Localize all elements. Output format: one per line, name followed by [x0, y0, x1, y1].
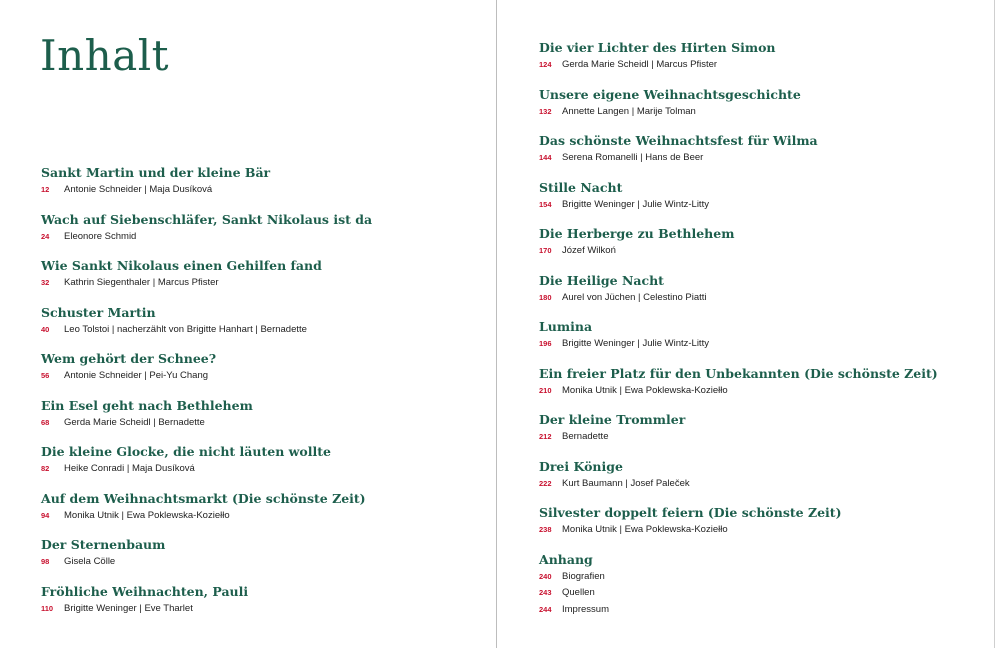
page-number: 132 — [539, 106, 552, 116]
entry-authors: Brigitte Weninger | Julie Wintz-Litty — [562, 198, 709, 210]
entry-meta — [41, 554, 372, 570]
appendix-item — [539, 602, 938, 619]
page-number: 243 — [539, 588, 552, 597]
entry-authors: Gerda Marie Scheidl | Bernadette — [64, 416, 205, 428]
entry-authors: Annette Langen | Marije Tolman — [562, 105, 696, 117]
toc-entry — [539, 179, 938, 226]
page-title: Inhalt — [40, 31, 170, 80]
appendix-item-label: Biografien — [562, 570, 605, 582]
entry-meta — [539, 197, 938, 213]
toc-entry — [539, 318, 938, 365]
entry-authors: Serena Romanelli | Hans de Beer — [562, 152, 704, 163]
page-number: 24 — [41, 231, 50, 241]
entry-meta — [539, 243, 938, 259]
page-number: 94 — [41, 510, 50, 520]
entry-authors: Eleonore Schmid — [64, 230, 137, 242]
entry-meta — [539, 476, 938, 492]
entry-title: Wem gehört der Schnee? — [41, 351, 217, 366]
page-number: 82 — [41, 464, 50, 473]
entry-title: Wach auf Siebenschläfer, Sankt Nikolaus ist da — [41, 211, 373, 227]
page-number: 210 — [539, 385, 552, 395]
toc-entry — [539, 86, 938, 133]
entry-title: Drei Könige — [539, 458, 623, 474]
entry-title: Auf dem Weihnachtsmarkt (Die schönste Zeit) — [41, 490, 366, 506]
page-number: 124 — [539, 60, 552, 69]
entry-title: Fröhliche Weihnachten, Pauli — [41, 583, 249, 599]
entry-title: Die kleine Glocke, die nicht läuten wollte — [41, 444, 331, 459]
page-number: 196 — [539, 339, 552, 348]
page-number: 144 — [539, 153, 552, 162]
entry-meta — [41, 601, 372, 617]
page-number: 110 — [41, 603, 54, 613]
toc-list-right — [539, 39, 938, 615]
entry-title: Wie Sankt Nikolaus einen Gehilfen fand — [41, 258, 322, 273]
page-number: 212 — [539, 432, 552, 441]
entry-meta — [41, 322, 372, 338]
entry-meta — [41, 229, 372, 245]
toc-entry — [539, 411, 938, 458]
appendix-title: Anhang — [539, 551, 593, 567]
entry-title: Die Herberge zu Bethlehem — [539, 226, 735, 241]
entry-meta — [41, 508, 372, 524]
toc-entry — [41, 257, 372, 304]
page-number: 98 — [41, 557, 50, 566]
entry-meta — [41, 368, 372, 384]
entry-authors: Antonie Schneider | Maja Dusíková — [64, 184, 213, 195]
entry-title: Das schönste Weihnachtsfest für Wilma — [539, 133, 818, 148]
right-page — [497, 0, 995, 648]
entry-title: Der kleine Trommler — [539, 412, 686, 427]
entry-meta — [539, 150, 938, 166]
left-page — [0, 0, 496, 648]
toc-entry — [539, 225, 938, 272]
entry-authors: Gerda Marie Scheidl | Marcus Pfister — [562, 59, 718, 70]
entry-authors: Kathrin Siegenthaler | Marcus Pfister — [64, 277, 219, 288]
toc-entry — [539, 132, 938, 179]
appendix-item — [539, 569, 938, 586]
page-number: 32 — [41, 278, 50, 287]
entry-meta — [41, 275, 372, 291]
entry-authors: Monika Utnik | Ewa Poklewska-Koziełło — [562, 384, 728, 396]
entry-authors: Kurt Baumann | Josef Paleček — [562, 477, 690, 489]
entry-meta — [539, 104, 938, 120]
entry-meta — [539, 290, 938, 306]
entry-meta — [539, 429, 938, 445]
entry-authors: Gisela Cölle — [64, 556, 116, 567]
toc-entry — [41, 443, 372, 490]
toc-entry — [41, 583, 372, 630]
appendix-item-label: Quellen — [562, 587, 595, 598]
page-number: 56 — [41, 371, 50, 380]
toc-entry — [41, 304, 372, 351]
page-number: 12 — [41, 185, 50, 194]
entry-meta — [41, 461, 372, 477]
page-number: 40 — [41, 324, 50, 334]
entry-title: Ein Esel geht nach Bethlehem — [41, 397, 253, 413]
entry-authors: Bernadette — [562, 431, 609, 442]
toc-entry — [41, 350, 372, 397]
entry-title: Lumina — [539, 319, 593, 334]
toc-entry — [539, 504, 938, 551]
toc-entry — [539, 458, 938, 505]
page-number: 222 — [539, 478, 552, 488]
entry-authors: Leo Tolstoi | nacherzählt von Brigitte Hanhart | Bernadette — [64, 323, 307, 335]
toc-entry — [41, 397, 372, 444]
entry-title: Sankt Martin und der kleine Bär — [41, 165, 271, 180]
entry-title: Ein freier Platz für den Unbekannten (Die schönste Zeit) — [539, 365, 938, 381]
entry-authors: Aurel von Jüchen | Celestino Piatti — [562, 291, 707, 303]
entry-authors: Heike Conradi | Maja Dusíková — [64, 463, 195, 474]
page-number: 170 — [539, 246, 552, 255]
appendix-item-label: Impressum — [562, 603, 609, 615]
toc-list-left — [41, 164, 372, 629]
entry-title: Unsere eigene Weihnachtsgeschichte — [539, 86, 801, 102]
entry-meta — [539, 57, 938, 73]
toc-entry — [539, 39, 938, 86]
page-number: 68 — [41, 417, 50, 427]
entry-meta — [41, 182, 372, 198]
toc-entry — [539, 272, 938, 319]
entry-meta — [41, 415, 372, 431]
toc-entry — [41, 164, 372, 211]
toc-entry — [41, 490, 372, 537]
toc-entry — [539, 365, 938, 412]
toc-entry-appendix — [539, 551, 938, 615]
entry-authors: Józef Wilkoń — [562, 245, 616, 256]
page-number: 244 — [539, 604, 552, 614]
page-number: 238 — [539, 525, 552, 534]
entry-title: Stille Nacht — [539, 179, 623, 195]
toc-entry — [41, 211, 372, 258]
entry-authors: Brigitte Weninger | Julie Wintz-Litty — [562, 338, 709, 349]
page-number: 154 — [539, 199, 552, 209]
entry-title: Der Sternenbaum — [41, 537, 166, 552]
entry-authors: Brigitte Weninger | Eve Tharlet — [64, 602, 193, 614]
entry-authors: Monika Utnik | Ewa Poklewska-Koziełło — [562, 524, 728, 535]
appendix-item — [539, 585, 938, 602]
entry-meta — [539, 522, 938, 538]
entry-meta — [539, 336, 938, 352]
entry-meta — [539, 383, 938, 399]
entry-title: Die vier Lichter des Hirten Simon — [539, 40, 776, 55]
entry-title: Die Heilige Nacht — [539, 272, 664, 288]
toc-entry — [41, 536, 372, 583]
entry-authors: Monika Utnik | Ewa Poklewska-Koziełło — [64, 509, 230, 521]
page-number: 240 — [539, 571, 552, 581]
page-number: 180 — [539, 292, 552, 302]
entry-authors: Antonie Schneider | Pei-Yu Chang — [64, 370, 209, 381]
entry-title: Schuster Martin — [41, 304, 156, 320]
entry-title: Silvester doppelt feiern (Die schönste Zeit) — [539, 505, 842, 520]
